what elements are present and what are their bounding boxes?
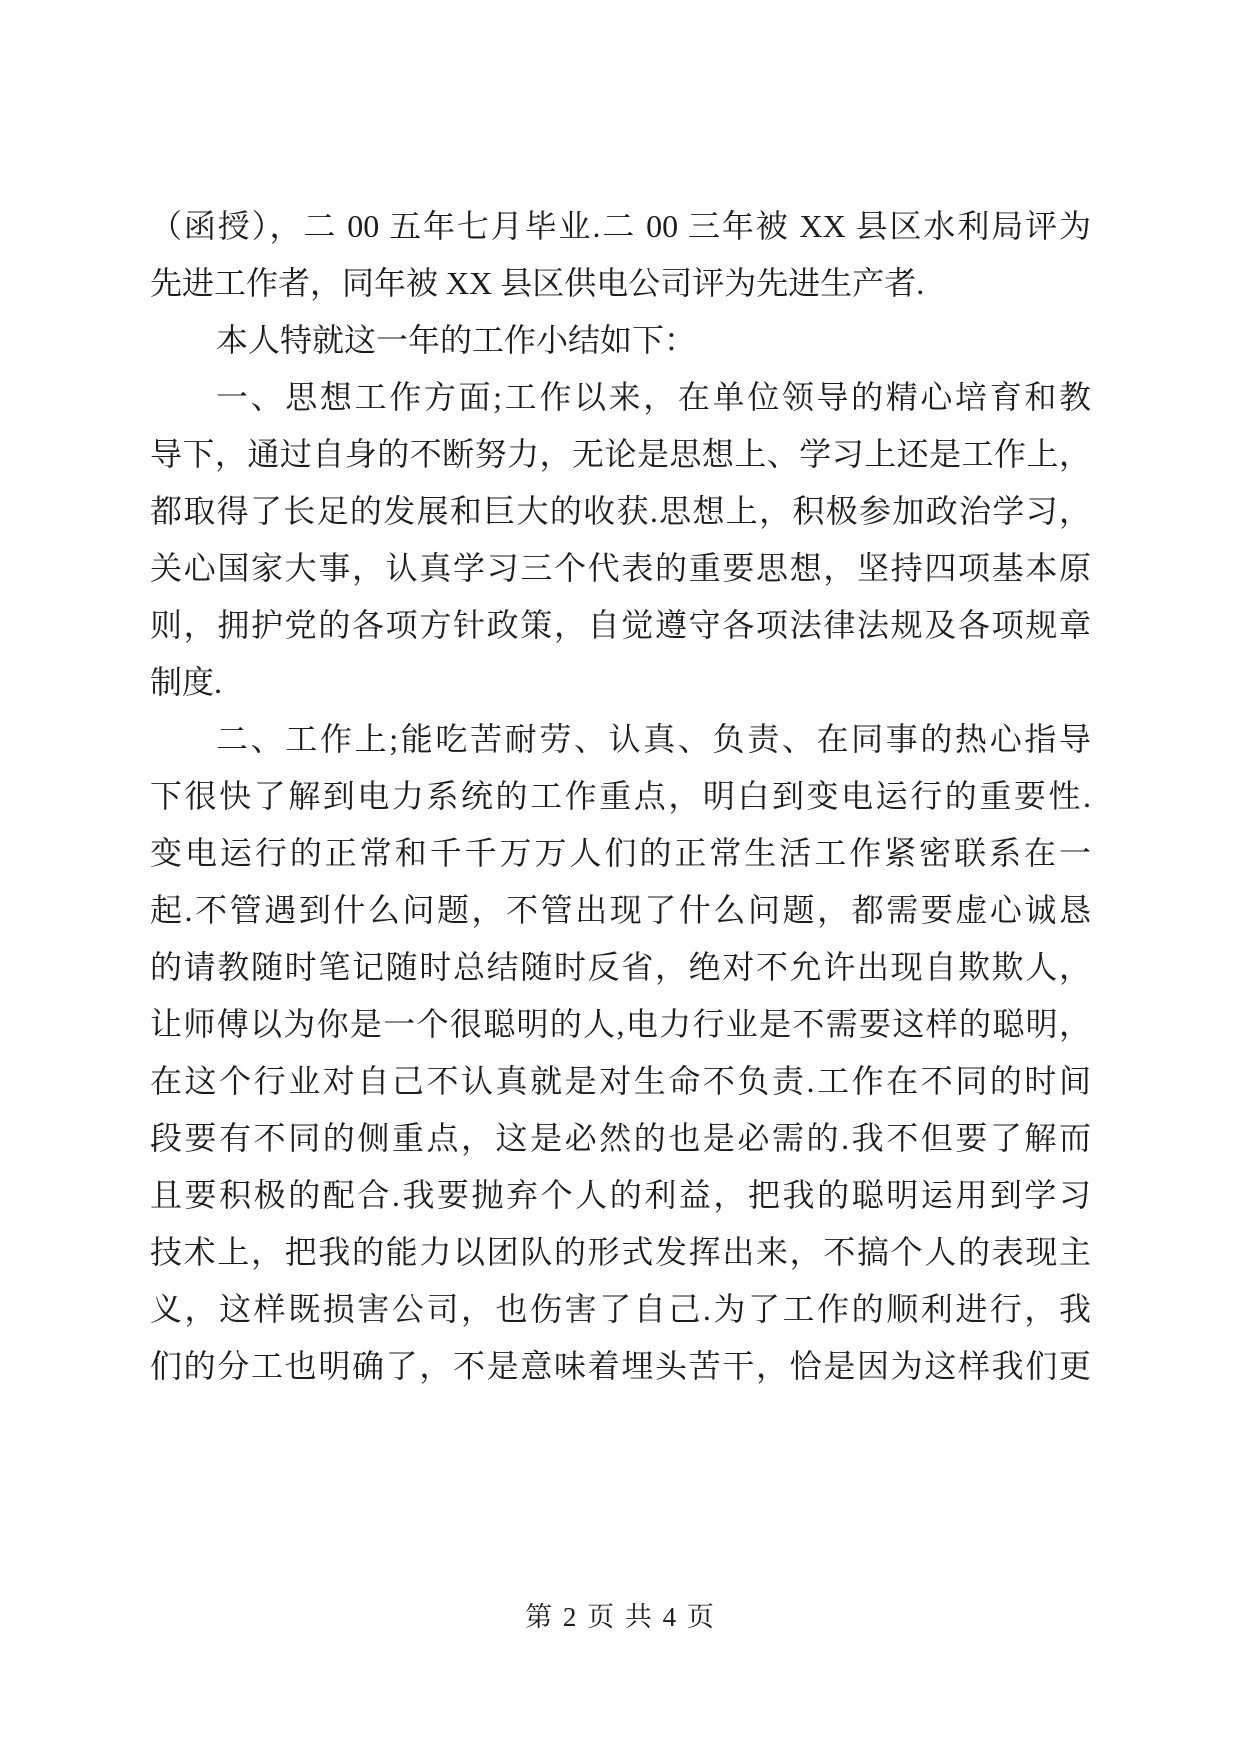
- text-line: 起.不管遇到什么问题，不管出现了什么问题，都需要虚心诚恳: [150, 892, 1091, 928]
- text-line: 下很快了解到电力系统的工作重点，明白到变电运行的重要性.: [150, 778, 1091, 814]
- page-footer: [0, 1597, 1241, 1637]
- text-line: （函授），二 00 五年七月毕业.二 00 三年被 XX 县区水利局评为: [150, 208, 1091, 244]
- text-line: 则，拥护党的各项方针政策，自觉遵守各项法律法规及各项规章: [150, 607, 1091, 643]
- text-line: 本人特就这一年的工作小结如下：: [216, 322, 697, 358]
- text-line: 义，这样既损害公司，也伤害了自己.为了工作的顺利进行，我: [150, 1291, 1091, 1327]
- text-line: 一、思想工作方面;工作以来，在单位领导的精心培育和教: [216, 379, 1091, 415]
- text-line: 制度.: [150, 664, 223, 700]
- text-line: 们的分工也明确了，不是意味着埋头苦干，恰是因为这样我们更: [150, 1348, 1091, 1384]
- text-line: 变电运行的正常和千千万万人们的正常生活工作紧密联系在一: [150, 835, 1091, 871]
- text-line: 二、工作上;能吃苦耐劳、认真、负责、在同事的热心指导: [216, 721, 1091, 757]
- page-number-text: 第 2 页 共 4 页: [525, 1602, 716, 1632]
- text-line: 先进工作者，同年被 XX 县区供电公司评为先进生产者.: [150, 265, 925, 301]
- text-line: 技术上，把我的能力以团队的形式发挥出来，不搞个人的表现主: [150, 1234, 1091, 1270]
- text-line: 的请教随时笔记随时总结随时反省，绝对不允许出现自欺欺人，: [150, 949, 1091, 985]
- document-body: [150, 198, 1091, 1395]
- text-line: 让师傅以为你是一个很聪明的人,电力行业是不需要这样的聪明，: [150, 1006, 1091, 1042]
- text-line: 且要积极的配合.我要抛弃个人的利益，把我的聪明运用到学习: [150, 1177, 1091, 1213]
- text-line: 段要有不同的侧重点，这是必然的也是必需的.我不但要了解而: [150, 1120, 1091, 1156]
- text-line: 在这个行业对自己不认真就是对生命不负责.工作在不同的时间: [150, 1063, 1091, 1099]
- text-line: 都取得了长足的发展和巨大的收获.思想上，积极参加政治学习，: [150, 493, 1091, 529]
- text-line: 关心国家大事，认真学习三个代表的重要思想，坚持四项基本原: [150, 550, 1091, 586]
- text-line: 导下，通过自身的不断努力，无论是思想上、学习上还是工作上，: [150, 436, 1091, 472]
